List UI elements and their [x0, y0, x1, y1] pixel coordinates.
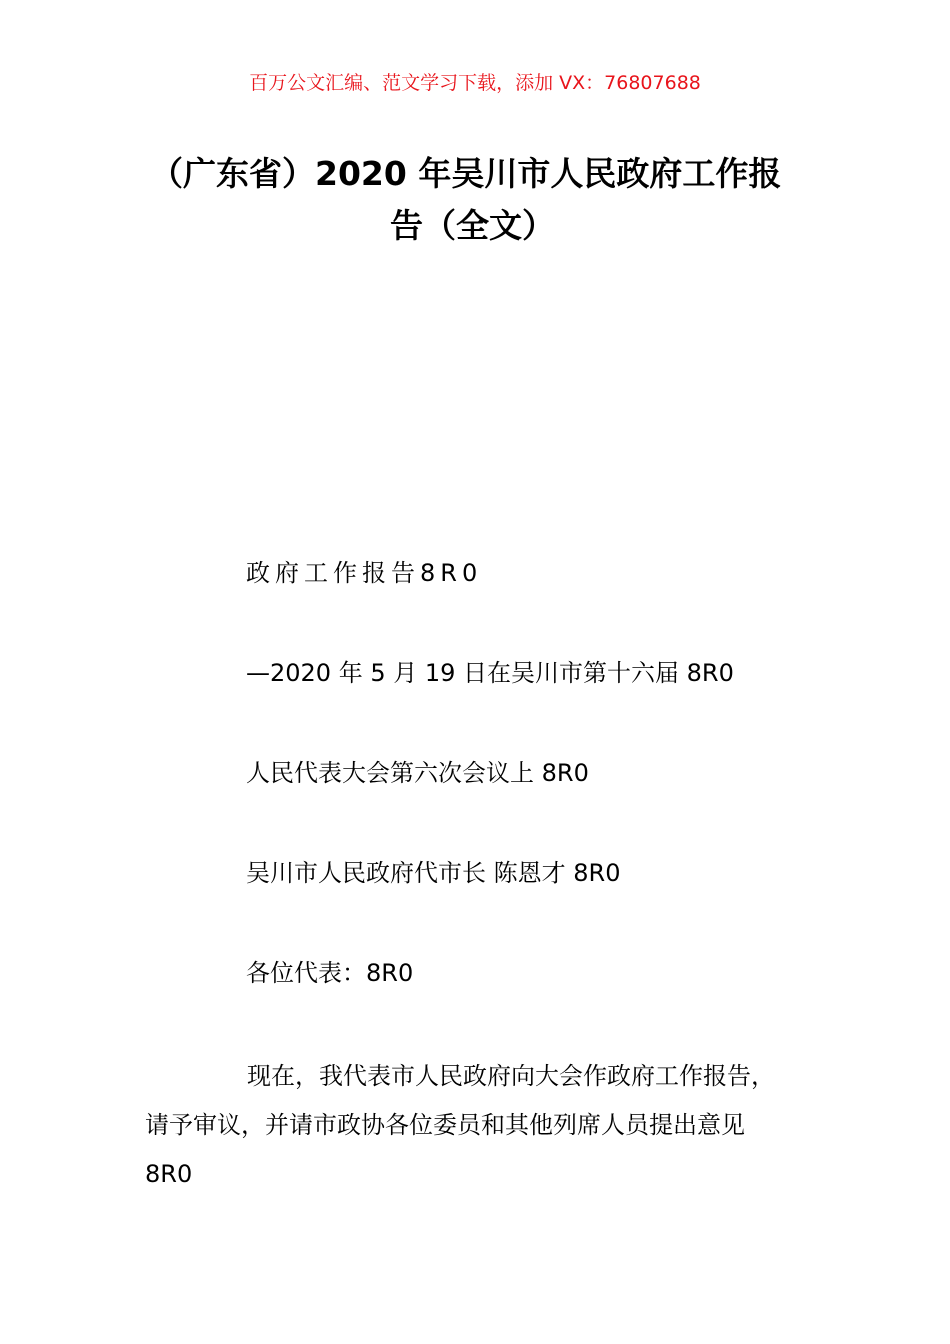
title-line-1: （广东省）2020 年吴川市人民政府工作报 [150, 154, 782, 193]
salutation: 各位代表：8R0 [246, 959, 414, 987]
report-date-line: —2020 年 5 月 19 日在吴川市第十六届 8R0 [246, 659, 734, 687]
paragraph-line-3: 8R0 [145, 1160, 193, 1188]
report-speaker-line: 吴川市人民政府代市长 陈恩才 8R0 [246, 859, 621, 887]
paragraph-line-2: 请予审议，并请市政协各位委员和其他列席人员提出意见 [145, 1111, 745, 1139]
title-line-2: 告（全文） [390, 206, 555, 245]
report-meeting-line: 人民代表大会第六次会议上 8R0 [246, 759, 589, 787]
header-note: 百万公文汇编、范文学习下载，添加 VX：76807688 [249, 72, 701, 94]
opening-paragraph [145, 1052, 845, 1199]
document-title [150, 148, 810, 252]
paragraph-line-1: 现在，我代表市人民政府向大会作政府工作报告， [247, 1062, 775, 1090]
report-heading: 政府工作报告8R0 [246, 559, 483, 587]
